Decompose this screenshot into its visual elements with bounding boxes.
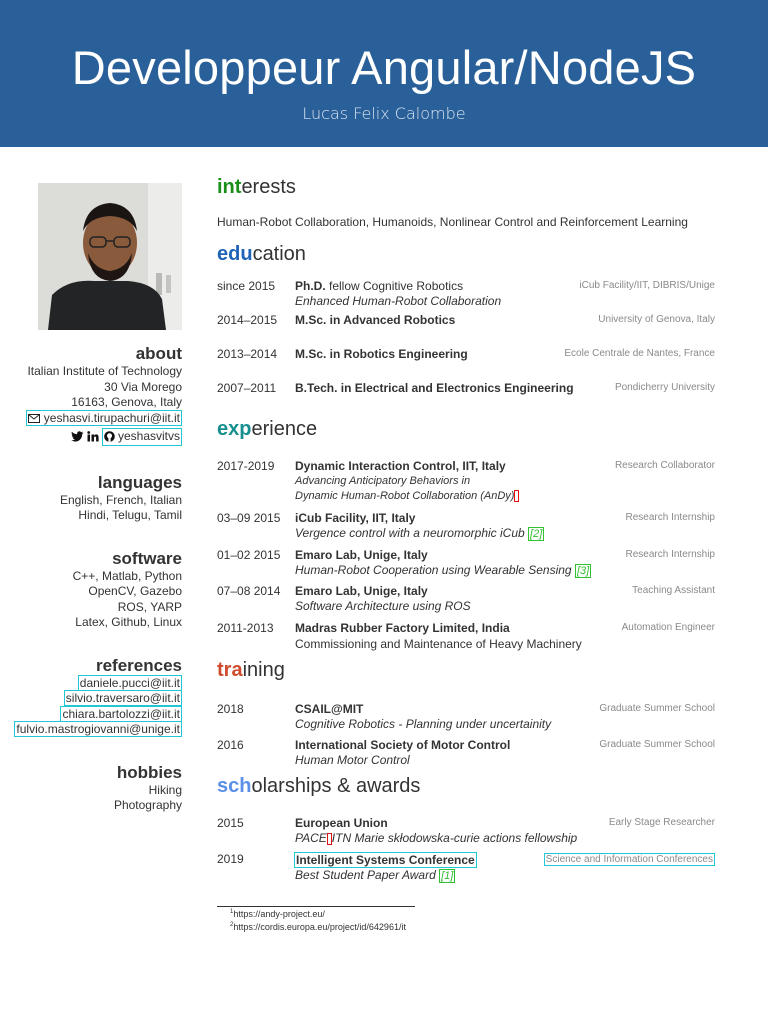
experience-item	[217, 621, 715, 651]
education-item	[217, 347, 715, 363]
header-banner	[0, 0, 768, 147]
item-description: Vergence control with a neuromorphic iCub [2]	[295, 526, 543, 540]
hobby-line: Photography	[113, 798, 182, 813]
item-date: 2014–2015	[217, 313, 278, 327]
item-type: Graduate Summer School	[599, 739, 715, 750]
envelope-icon	[28, 414, 40, 423]
item-role: Research Collaborator	[614, 460, 715, 471]
item-title: M.Sc. in Advanced Robotics	[295, 313, 456, 327]
item-location: University of Genova, Italy	[598, 314, 715, 325]
item-description: Human Motor Control	[295, 753, 410, 767]
github-handle: yeshasvitvs	[117, 429, 180, 443]
item-role: Research Internship	[625, 512, 715, 523]
training-item	[217, 738, 715, 768]
item-title: iCub Facility, IIT, Italy	[295, 511, 416, 525]
item-description: PACE ITN Marie skłodowska-curie actions fellowship	[295, 831, 578, 845]
hobbies-heading: hobbies	[116, 762, 182, 782]
interests-text: Human-Robot Collaboration, Humanoids, Nonlinear Control and Reinforcement Learning	[217, 215, 688, 229]
email-text: yeshasvi.tirupachuri@iit.it	[43, 410, 180, 425]
item-date: 2015	[217, 816, 244, 830]
linkedin-icon[interactable]	[87, 431, 99, 442]
item-date: 03–09 2015	[217, 511, 281, 525]
experience-item	[217, 584, 715, 614]
item-description: Commissioning and Maintenance of Heavy Machinery	[295, 637, 582, 651]
education-heading: education	[217, 243, 306, 265]
item-role: Early Stage Researcher	[608, 817, 715, 828]
citation-link[interactable]: [2]	[530, 528, 543, 540]
sidebar	[0, 340, 182, 814]
education-item	[217, 313, 715, 329]
about-line: Italian Institute of Technology	[27, 364, 182, 378]
person-name: Lucas Felix Calombe	[302, 104, 466, 123]
experience-item	[217, 459, 715, 505]
experience-item	[217, 548, 715, 578]
about-line: 30 Via Morego	[104, 379, 182, 394]
item-description: Enhanced Human-Robot Collaboration	[295, 294, 502, 308]
item-title: International Society of Motor Control	[295, 738, 511, 752]
item-title: Emaro Lab, Unige, Italy	[295, 584, 428, 598]
education-item	[217, 381, 715, 397]
github-link[interactable]	[102, 428, 182, 446]
citation-link[interactable]: [1]	[441, 870, 454, 882]
footnote-url[interactable]: https://cordis.europa.eu/project/id/642961/it	[233, 922, 406, 932]
item-role: Automation Engineer	[621, 622, 715, 633]
software-line: Latex, Github, Linux	[75, 615, 182, 630]
twitter-icon[interactable]	[71, 431, 84, 442]
item-title: Emaro Lab, Unige, Italy	[295, 548, 428, 562]
item-date: 2017-2019	[217, 459, 275, 473]
item-title: Ph.D. fellow Cognitive Robotics	[295, 279, 464, 293]
item-description: Software Architecture using ROS	[295, 599, 471, 613]
item-date: 2007–2011	[217, 381, 277, 395]
item-date: 2013–2014	[217, 347, 278, 361]
language-line: Hindi, Telugu, Tamil	[78, 508, 182, 523]
item-description: Dynamic Human-Robot Collaboration (AnDy)	[295, 490, 519, 502]
item-date: 2018	[217, 702, 244, 716]
award-item	[217, 816, 715, 846]
education-item	[217, 279, 715, 309]
languages-heading: languages	[97, 472, 182, 492]
hobby-line: Hiking	[148, 782, 182, 797]
email-link[interactable]	[26, 410, 182, 426]
item-title: B.Tech. in Electrical and Electronics Engineering	[295, 381, 574, 395]
footnote-marker[interactable]	[514, 490, 519, 502]
interests-heading: interests	[217, 176, 296, 198]
award-item	[217, 852, 715, 882]
item-role: Teaching Assistant	[632, 585, 715, 596]
software-line: ROS, YARP	[117, 599, 182, 614]
footnote: $^2$https://cordis.europa.eu/project/id/642961/it	[230, 922, 406, 932]
citation-link[interactable]: [3]	[576, 565, 590, 577]
item-date: 01–02 2015	[217, 548, 281, 562]
item-date: 2016	[217, 738, 244, 752]
reference-email[interactable]: chiara.bartolozzi@iit.it	[62, 706, 180, 721]
item-title: European Union	[295, 816, 388, 830]
footnote: $^1$https://andy-project.eu/	[230, 909, 325, 919]
github-icon	[104, 431, 115, 442]
item-role: Research Internship	[625, 549, 715, 560]
experience-heading: experience	[217, 418, 318, 440]
item-date: 07–08 2014	[217, 584, 281, 598]
item-title: CSAIL@MIT	[295, 702, 364, 716]
organizer-link[interactable]: Science and Information Conferences	[545, 854, 713, 865]
references-heading: references	[95, 655, 182, 675]
training-item	[217, 702, 715, 732]
item-type: Graduate Summer School	[599, 703, 715, 714]
language-line: English, French, Italian	[59, 492, 182, 507]
item-title: M.Sc. in Robotics Engineering	[295, 347, 468, 361]
page-title: Developpeur Angular/NodeJS	[71, 41, 697, 94]
conference-link[interactable]: Intelligent Systems Conference	[296, 853, 475, 867]
software-line: C++, Matlab, Python	[72, 568, 182, 583]
training-heading: training	[217, 659, 285, 681]
footnote-url[interactable]: https://andy-project.eu/	[233, 909, 325, 919]
item-description: Best Student Paper Award [1]	[295, 868, 454, 882]
footnote-divider	[217, 906, 415, 907]
profile-photo	[38, 183, 182, 330]
item-description: Cognitive Robotics - Planning under uncertainity	[295, 717, 552, 731]
item-date: since 2015	[217, 279, 276, 293]
software-heading: software	[112, 548, 182, 568]
experience-item	[217, 511, 715, 541]
item-location: Ecole Centrale de Nantes, France	[564, 348, 715, 359]
item-title: Madras Rubber Factory Limited, India	[295, 621, 510, 635]
about-line: 16163, Genova, Italy	[71, 395, 182, 409]
item-location: iCub Facility/IIT, DIBRIS/Unige	[579, 280, 715, 291]
software-line: OpenCV, Gazebo	[88, 584, 182, 599]
reference-email[interactable]: fulvio.mastrogiovanni@unige.it	[16, 722, 180, 737]
item-description: Advancing Anticipatory Behaviors in	[295, 475, 471, 487]
item-title: Dynamic Interaction Control, IIT, Italy	[295, 459, 506, 473]
reference-email[interactable]: daniele.pucci@iit.it	[79, 675, 180, 690]
reference-email[interactable]: silvio.traversaro@iit.it	[65, 691, 180, 706]
item-date: 2019	[217, 852, 244, 866]
item-date: 2011-2013	[217, 621, 274, 635]
about-heading: about	[135, 344, 182, 363]
item-description: Human-Robot Cooperation using Wearable Sensing [3]	[295, 563, 590, 577]
item-location: Pondicherry University	[614, 382, 715, 393]
awards-heading: scholarships & awards	[217, 775, 421, 797]
